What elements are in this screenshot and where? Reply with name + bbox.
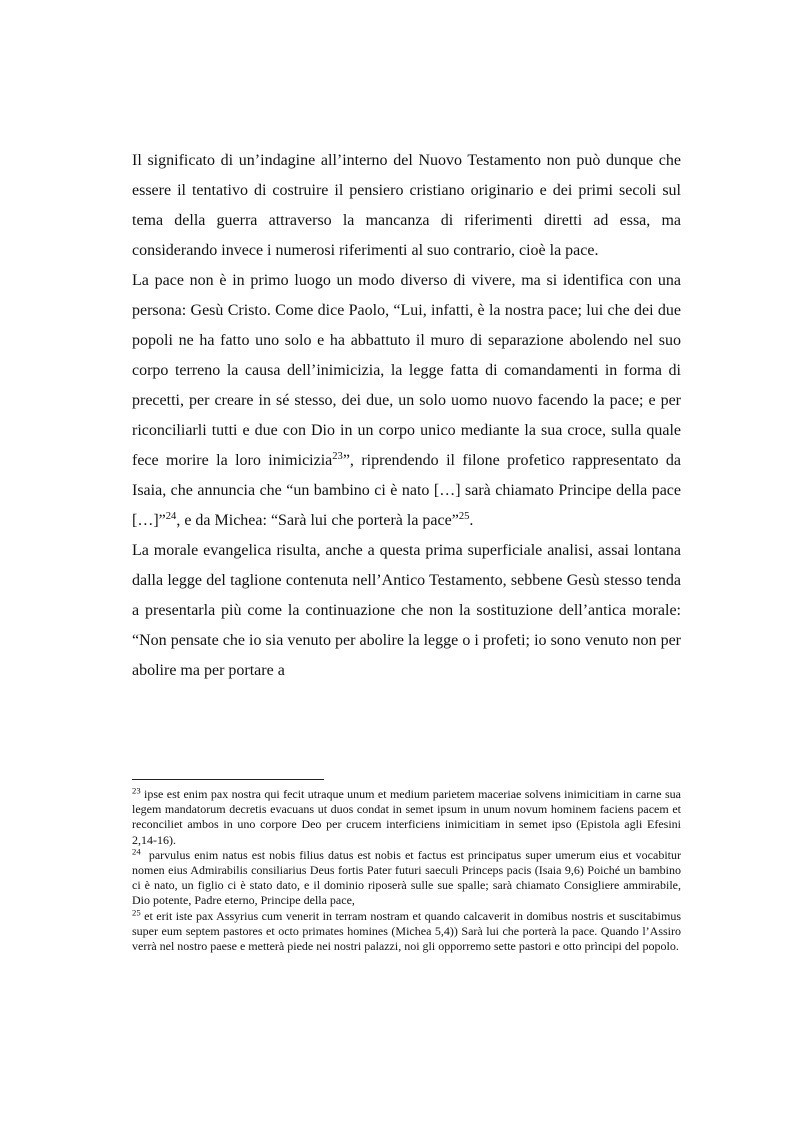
paragraph-3: La morale evangelica risulta, anche a questa prima superficiale analisi, assai lontana dalla legge del taglione contenuta nell’Antico Testamento, sebbene Gesù stesso tenda a presentarla più come la continuazione che non la sostituzione dell’antica morale: “Non pensate che io sia venuto per abolire la legge o i profeti; io sono venuto non per abolire ma per portare a [132,542,681,679]
paragraph-2-text-3: , e da Michea: “Sarà lui che porterà la pace” [176,512,459,529]
footnote-text: ipse est enim pax nostra qui fecit utraque unum et medium parietem maceriae solvens inimicitiam in carne sua legem mandatorum decretis evacuans ut duos condat in semet ipsum in unum novum hominem faciens pacem et reconciliet ambos in uno corpore Deo per crucem interficiens inimicitiam in semet ipso (Epistola agli Efesini 2,14-16). [132,787,681,847]
footnote-number: 24 [132,846,141,857]
footnote-text: parvulus enim natus est nobis filius datus est nobis et factus est principatus super umerum eius et vocabitur nomen eius Admirabilis consiliarius Deus fortis Pater futuri saeculi Princeps pacis (Isaia 9,6) Poiché un bambino ci è nato, un figlio ci è stato dato, e il dominio riposerà sulle sue spalle; sarà chiamato Consigliere ammirabile, Dio potente, Padre eterno, Principe della pace, [132,847,684,908]
footnote-number: 25 [132,906,141,917]
paragraph-2-text-2: ”, riprendendo il filone profetico rappresentato da Isaia, che annuncia che “un bambino ci è nato […] sarà chiamato Principe della pace […]” [132,452,681,529]
footnote-separator [132,779,324,780]
footnote-ref-25[interactable]: 25 [458,511,470,523]
paragraph-2-text-1: La pace non è in primo luogo un modo diverso di vivere, ma si identifica con una persona: Gesù Cristo. Come dice Paolo, “Lui, infatti, è la nostra pace; lui che dei due popoli ne ha fatto uno solo e ha abbattuto il muro di separazione abolendo nel suo corpo terreno la causa dell’inimicizia, la legge fatta di comandamenti in forma di precetti, per creare in sé stesso, dei due, un solo uomo nuovo facendo la pace; e per riconciliarli tutti e due con Dio in un corpo unico mediante la sua croce, sulla quale fece morire la loro inimicizia [132,272,681,469]
footnote-text: et erit iste pax Assyrius cum venerit in terram nostram et quando calcaverit in domibus nostris et suscitabimus super eum septem pastores et octo primates homines (Michea 5,4)) Sarà lui che porterà la pace. Quando l’Assiro verrà nel nostro paese e metterà piede nei nostri palazzi, noi gli opporremo sette pastori e otto prìncipi del popolo. [132,908,681,954]
paragraph-1: Il significato di un’indagine all’interno del Nuovo Testamento non può dunque che essere il tentativo di costruire il pensiero cristiano originario e dei primi secoli sul tema della guerra attraverso la mancanza di riferimenti diretti ad essa, ma considerando invece i numerosi riferimenti al suo contrario, cioè la pace. [132,152,681,259]
footnotes-section [132,779,684,954]
paragraph-2-text-4: . [469,512,474,529]
footnote-23 [132,787,681,848]
footnote-ref-23[interactable]: 23 [332,451,343,463]
footnote-25 [132,906,681,955]
footnote-number: 23 [132,785,141,796]
paragraph-2 [132,266,681,536]
footnote-24 [132,846,684,909]
body-text [132,146,681,686]
footnote-ref-24[interactable]: 24 [165,511,177,523]
